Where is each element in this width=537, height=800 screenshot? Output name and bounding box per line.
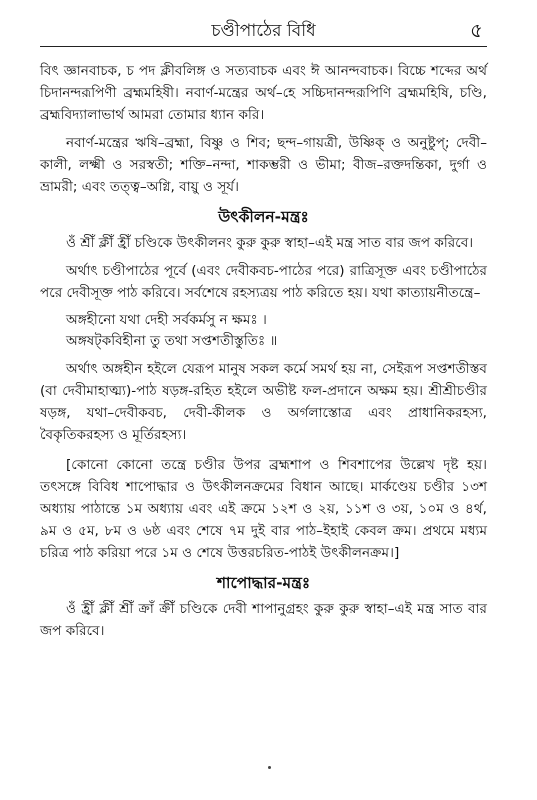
page-header [40,14,487,48]
verse-line-1: অঙ্গহীনো যথা দেহী সর্বকর্মসু ন ক্ষমঃ । [66,312,267,328]
paragraph-rishi-chhanda: নবার্ণ-মন্ত্রের ঋষি–ব্রহ্মা, বিষ্ণু ও শিব; ছন্দ–গায়ত্রী, উষ্ণিক্ ও অনুষ্টুপ্; দেবী–কালী, লক্ষ্মী ও সরস্বতী; শক্তি–নন্দা, শাকম্ভরী ও ভীমা; বীজ–রক্তদন্তিকা, দুর্গা ও ভ্রামরী; এবং তত্ত্ব–অগ্নি, বায়ু ও সূর্য। [40,135,487,195]
section-heading-utkilan: উৎকীলন-মন্ত্রঃ [218,208,309,226]
running-title: চণ্ডীপাঠের বিধি [211,21,316,41]
sanskrit-verse [66,310,487,352]
paragraph-verse-meaning: অর্থাৎ অঙ্গহীন হইলে যেরূপ মানুষ সকল কর্মে সমর্থ হয় না, সেইরূপ সপ্তশতীস্তব (বা দেবীমাহাত্ম্য)-পাঠ ষড়ঙ্গ-রহিত হইলে অভীষ্ট ফল-প্রদানে অক্ষম হয়। শ্রীশ্রীচণ্ডীর ষড়ঙ্গ, যথা–দেবীকবচ, দেবী-কীলক ও অর্গলাস্তোত্র এবং প্রাধানিকরহস্য, বৈকৃতিকরহস্য ও মূর্তিরহস্য। [40,361,487,443]
paragraph-utkilan-mantra: ওঁ শ্রীঁ ক্লীঁ হ্রীঁ চণ্ডিকে উৎকীলনং কুরু কুরু স্বাহা–এই মন্ত্র সাত বার জপ করিবে। [66,235,474,251]
page-number: ৫ [470,18,483,42]
verse-line-2: অঙ্গষট্‌কবিহীনা তু তথা সপ্তশতীস্তুতিঃ ॥ [66,333,278,349]
page-speck [268,766,271,769]
paragraph-shapoddhar-mantra: ওঁ হ্রীঁ ক্লীঁ শ্রীঁ ক্রাঁ ক্রীঁ চণ্ডিকে দেবী শাপানুগ্রহং কুরু কুরু স্বাহা–এই মন্ত্র সাত বার জপ করিবে। [40,601,487,639]
paragraph-bracket-note: [কোনো কোনো তন্ত্রে চণ্ডীর উপর ব্রহ্মশাপ ও শিবশাপের উল্লেখ দৃষ্ট হয়। তৎসঙ্গে বিবিধ শাপোদ্ধার ও উৎকীলনক্রমের বিধান আছে। মার্কণ্ডেয় চণ্ডীর ১৩শ অধ্যায় পাঠান্তে ১ম অধ্যায় এবং এই ক্রমে ১২শ ও ২য়, ১১শ ও ৩য়, ১০ম ও ৪র্থ, ৯ম ও ৫ম, ৮ম ও ৬ষ্ঠ এবং শেষে ৭ম দুই বার পাঠ–ইহাই কেবল ক্রম। প্রথমে মধ্যম চরিত্র পাঠ করিয়া পরে ১ম ও শেষে উত্তরচরিত-পাঠই উৎকীলনক্রম।] [40,457,487,561]
paragraph-mantra-meaning: বিৎ জ্ঞানবাচক, চ পদ ক্লীবলিঙ্গ ও সত্যবাচক এবং ঈ আনন্দবাচক। বিচ্চে শব্দের অর্থ চিদানন্দরূপিণী ব্রহ্মমহিষী। নবার্ণ-মন্ত্রের অর্থ–হে সচ্চিদানন্দরূপিণি ব্রহ্মমহিষি, চণ্ডি, ব্রহ্মবিদ্যালাভার্থ আমরা তোমার ধ্যান করি। [40,63,487,123]
header-rule [40,46,487,47]
section-heading-shapoddhar: শাপোদ্ধার-মন্ত্রঃ [216,574,311,592]
page-body [40,60,487,648]
paragraph-reading-order: অর্থাৎ চণ্ডীপাঠের পূর্বে (এবং দেবীকবচ-পাঠের পরে) রাত্রিসূক্ত এবং চণ্ডীপাঠের পরে দেবীসূক্ত পাঠ করিবে। সর্বশেষে রহস্যত্রয় পাঠ করিতে হয়। যথা কাত্যায়নীতন্ত্রে– [40,263,487,301]
